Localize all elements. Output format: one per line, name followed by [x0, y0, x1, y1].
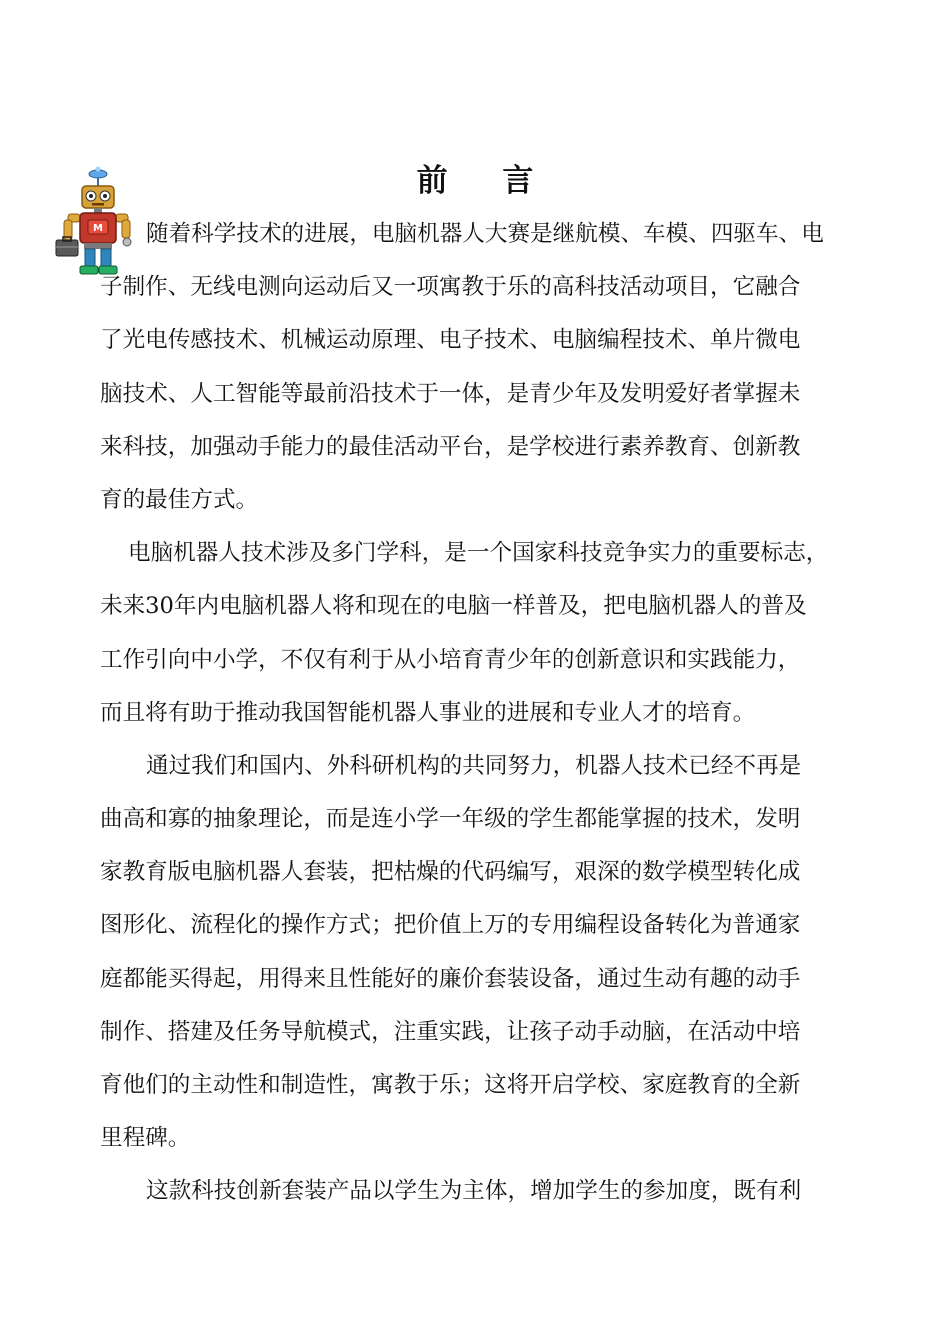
text-line: 这款科技创新套装产品以学生为主体，增加学生的参加度，既有利: [146, 1178, 802, 1205]
paragraph-2: [100, 527, 852, 740]
text-line: 而且将有助于推动我国智能机器人事业的进展和专业人才的培育。: [100, 699, 756, 726]
text-line: 通过我们和国内、外科研机构的共同努力，机器人技术已经不再是: [146, 752, 802, 779]
paragraph-4: [100, 1165, 852, 1218]
text-line: 育的最佳方式。: [100, 486, 259, 513]
text-line: 家教育版电脑机器人套装，把枯燥的代码编写，艰深的数学模型转化成: [100, 859, 801, 886]
text-line: 图形化、流程化的操作方式；把价值上万的专用编程设备转化为普通家: [100, 912, 801, 939]
text-line: 脑技术、人工智能等最前沿技术于一体，是青少年及发明爱好者掌握未: [100, 380, 801, 407]
text-line: 未来30年内电脑机器人将和现在的电脑一样普及，把电脑机器人的普及: [100, 593, 807, 620]
text-line: 庭都能买得起，用得来且性能好的廉价套装设备，通过生动有趣的动手: [100, 965, 801, 992]
paragraph-3: [100, 740, 852, 1166]
page-title: 前 言: [416, 163, 556, 199]
svg-text:M: M: [93, 223, 103, 234]
text-line: 制作、搭建及任务导航模式，注重实践，让孩子动手动脑，在活动中培: [100, 1018, 801, 1045]
text-line: 了光电传感技术、机械运动原理、电子技术、电脑编程技术、单片微电: [100, 327, 801, 354]
text-line: 子制作、无线电测向运动后又一项寓教于乐的高科技活动项目，它融合: [100, 274, 801, 301]
text-line: 育他们的主动性和制造性，寓教于乐；这将开启学校、家庭教育的全新: [100, 1072, 801, 1098]
text-line: 来科技，加强动手能力的最佳活动平台，是学校进行素养教育、创新教: [100, 433, 801, 460]
text-line: 曲高和寡的抽象理论，而是连小学一年级的学生都能掌握的技术，发明: [100, 806, 801, 833]
text-line: 工作引向中小学，不仅有利于从小培育青少年的创新意识和实践能力，: [100, 646, 801, 673]
text-line: 电脑机器人技术涉及多门学科，是一个国家科技竞争实力的重要标志，: [128, 540, 829, 567]
document-body: [100, 208, 852, 1219]
text-line: 里程碑。: [100, 1125, 191, 1152]
paragraph-1: [100, 208, 852, 527]
text-line: 随着科学技术的进展，电脑机器人大赛是继航模、车模、四驱车、电: [146, 221, 824, 247]
